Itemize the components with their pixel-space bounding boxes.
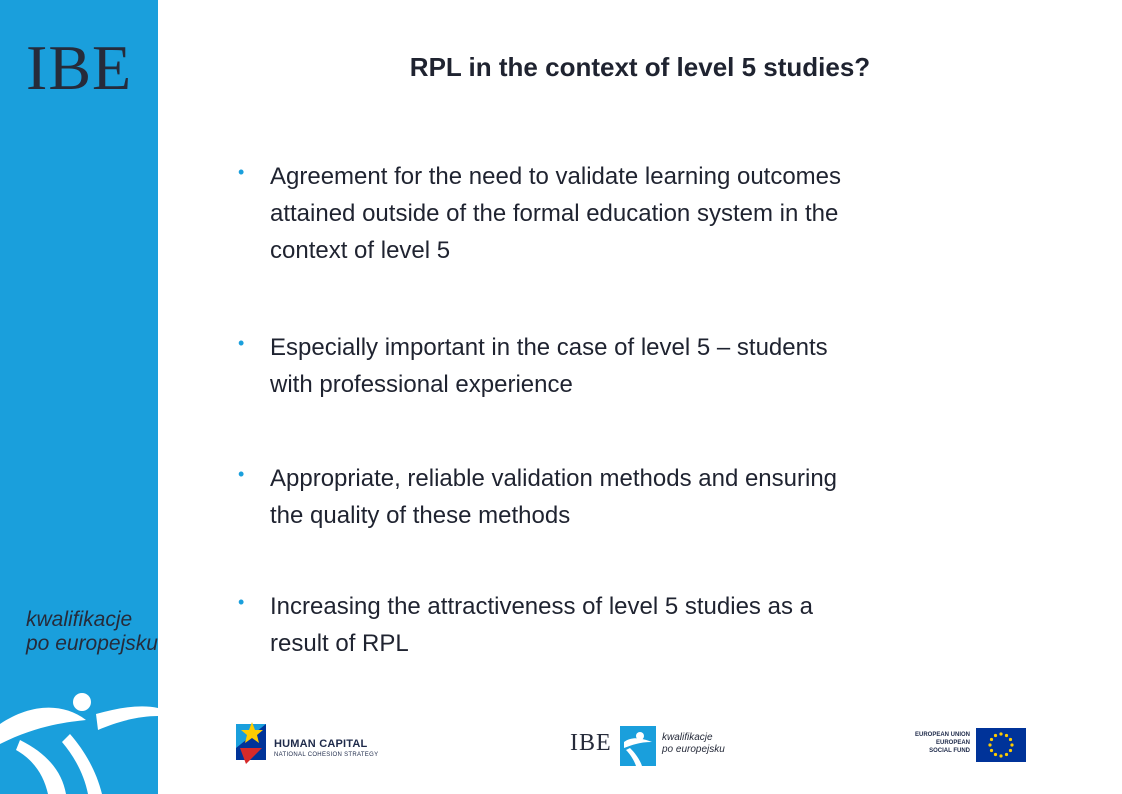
human-capital-flag-icon (232, 718, 270, 768)
bullet-dot-icon: • (238, 592, 245, 612)
eu-logo (906, 728, 1026, 764)
ibe-footer-tagline-line1: kwalifikacje (662, 732, 713, 743)
bullet-line: Especially important in the case of level 5 – students (270, 334, 828, 361)
ibe-footer-logo (570, 726, 740, 766)
sidebar-tagline-line1: kwalifikacje (26, 608, 133, 631)
bullet-line: Agreement for the need to validate learning outcomes (270, 163, 842, 190)
bullet-dot-icon: • (238, 464, 245, 484)
sidebar (0, 0, 158, 794)
bullet-line: result of RPL (270, 630, 409, 657)
eu-line2: EUROPEAN (935, 740, 970, 746)
ibe-figure-icon (620, 726, 656, 766)
bullet-text (270, 460, 1030, 534)
sidebar-tagline (26, 608, 158, 656)
bullet-line: the quality of these methods (270, 502, 571, 529)
bullet-text (270, 588, 1030, 662)
human-capital-logo (232, 718, 382, 770)
bullet-line: context of level 5 (270, 237, 451, 264)
eu-text (915, 731, 970, 755)
eu-line3: SOCIAL FUND (929, 748, 970, 754)
bullet-line: Appropriate, reliable validation methods and ensuring (270, 465, 838, 492)
ibe-figure-box (620, 726, 656, 766)
human-capital-subtitle: NATIONAL COHESION STRATEGY (274, 752, 379, 758)
slide-title: RPL in the context of level 5 studies? (409, 52, 871, 82)
bullet-dot-icon: • (238, 333, 245, 353)
ibe-footer-tagline (662, 732, 725, 756)
bullet-text (270, 329, 1030, 403)
sidebar-tagline-line2: po europejsku (26, 632, 158, 655)
eu-flag-icon (976, 728, 1026, 762)
ibe-logo: IBE (26, 32, 133, 103)
bullet-line: attained outside of the formal education system in the (270, 200, 839, 227)
bullet-line: Increasing the attractiveness of level 5 studies as a (270, 593, 813, 620)
ibe-figure-icon (0, 680, 158, 794)
bullet-line: with professional experience (270, 371, 573, 398)
bullet-dot-icon: • (238, 162, 245, 182)
human-capital-title: HUMAN CAPITAL (274, 738, 368, 750)
eu-line1: EUROPEAN UNION (914, 732, 970, 738)
ibe-footer-name: IBE (570, 730, 612, 756)
bullet-text (270, 158, 1030, 269)
ibe-footer-tagline-line2: po europejsku (662, 744, 725, 755)
